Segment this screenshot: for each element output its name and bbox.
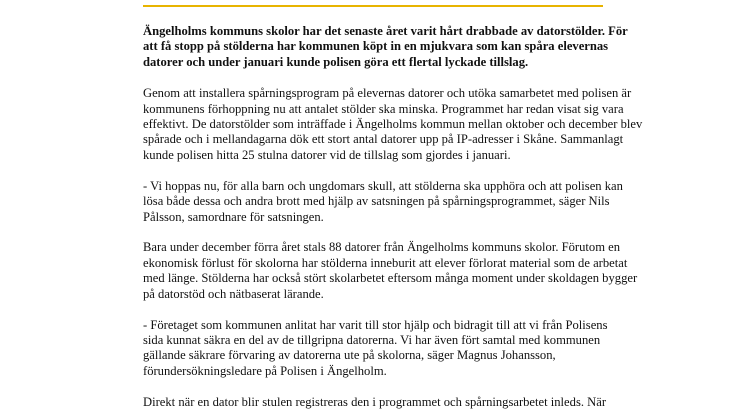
article-paragraph-1: Genom att installera spårningsprogram på elevernas datorer och utöka samarbetet med polisen är kommunens förhoppning nu att antalet stölder ska minska. Programmet har redan visat sig vara effektivt. De datorstölder som inträffade i Ängelholms kommun mellan oktober och december blev spårade och i mellandagarna dök ett stort antal datorer upp på IP-adresser i Skåne. Sammanlagt kunde polisen hitta 25 stulna datorer vid de tillslag som gjordes i januari. [143, 86, 643, 162]
article-lead: Ängelholms kommuns skolor har det senaste året varit hårt drabbade av datorstölder. För att få stopp på stölderna har kommunen köpt in en mjukvara som kan spåra elevernas datorer och under januari kunde polisen göra ett flertal lyckade tillslag. [143, 24, 628, 69]
article-paragraph-4: - Företaget som kommunen anlitat har varit till stor hjälp och bidragit till att vi från Polisens sida kunnat säkra en del av de tillgripna datorerna. Vi har även fört samtal med kommunen gällande säkrare förvaring av datorerna ute på skolorna, säger Magnus Johansson, förundersökningsledare på Polisen i Ängelholm. [143, 317, 608, 378]
header-rule [143, 5, 603, 7]
article-body [143, 24, 723, 419]
article-paragraph-2: - Vi hoppas nu, för alla barn och ungdomars skull, att stölderna ska upphöra och att polisen kan lösa både dessa och andra brott med hjälp av satsningen på spårningsprogrammet, säger Nils Pålsson, samordnare för satsningen. [143, 178, 623, 224]
article-paragraph-3: Bara under december förra året stals 88 datorer från Ängelholms kommuns skolor. Förutom en ekonomisk förlust för skolorna har stölderna inneburit att elever förlorat material som de arbetat med länge. Stölderna har också stört skolarbetet eftersom många moment under skoldagen bygger på datorstöd och nätbaserat lärande. [143, 240, 638, 301]
article-paragraph-5: Direkt när en dator blir stulen registreras den i programmet och spårningsarbetet inleds. När [143, 394, 607, 409]
